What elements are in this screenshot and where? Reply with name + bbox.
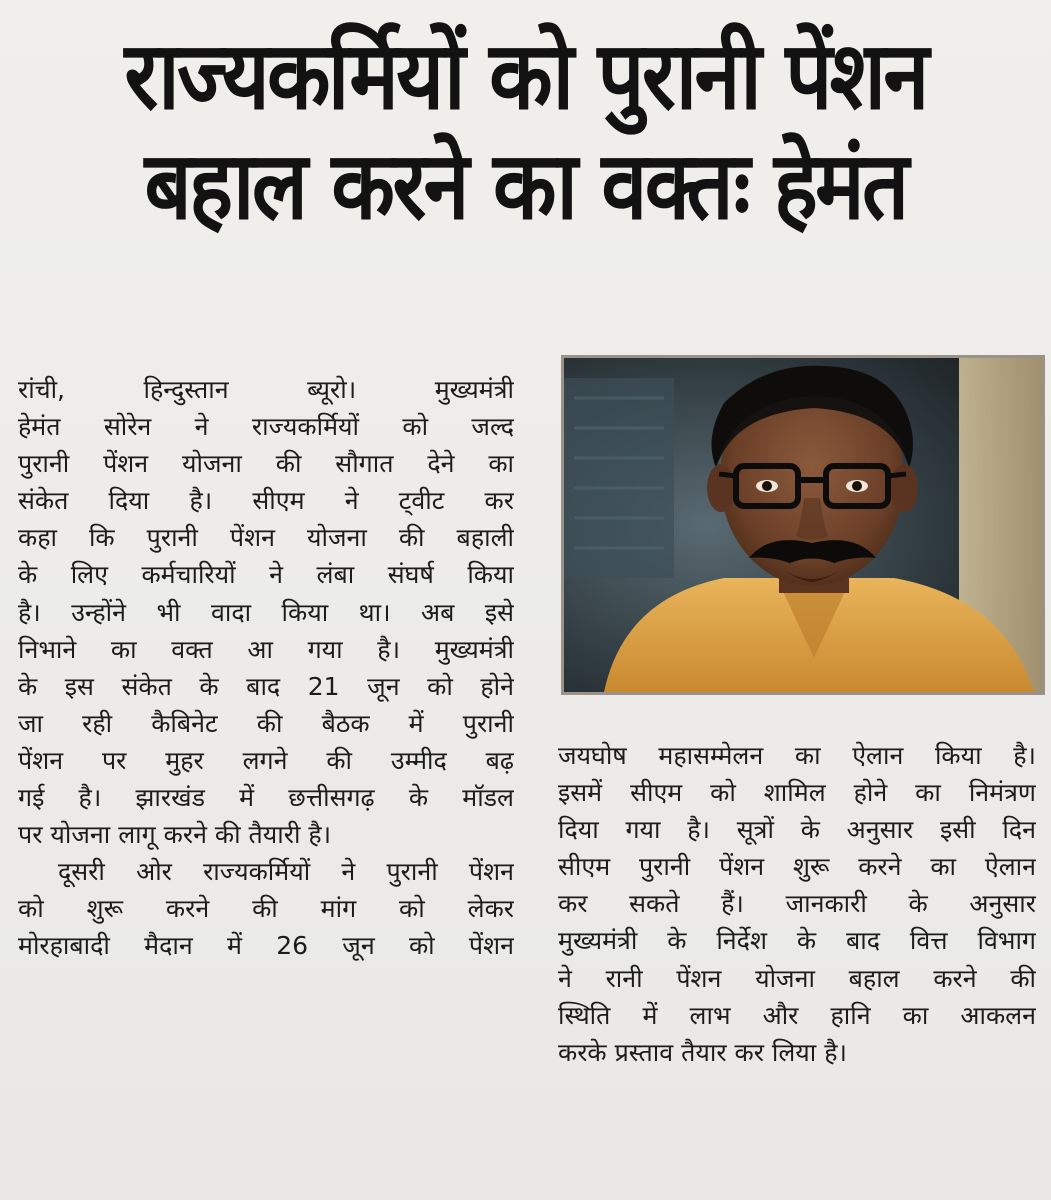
text-line: ने रानी पेंशन योजना बहाल करने की	[558, 963, 1036, 993]
text-line: पुरानी पेंशन योजना की सौगात देने का	[18, 449, 514, 479]
text-line: जा रही कैबिनेट की बैठक में पुरानी	[18, 708, 514, 738]
text-line: कर सकते हैं। जानकारी के अनुसार	[558, 889, 1036, 919]
portrait-illustration	[564, 358, 1042, 692]
text-line: को शुरू करने की मांग को लेकर	[18, 894, 514, 924]
text-line: जयघोष महासम्मेलन का ऐलान किया है।	[558, 741, 1036, 770]
text-line: पेंशन पर मुहर लगने की उम्मीद बढ़	[18, 745, 514, 775]
text-line: के इस संकेत के बाद 21 जून को होने	[18, 671, 514, 701]
headline-line-2: बहाल करने का वक्तः हेमंत	[144, 132, 907, 241]
text-line: निभाने का वक्त आ गया है। मुख्यमंत्री	[18, 634, 514, 664]
text-line: गई है। झारखंड में छत्तीसगढ़ के मॉडल	[18, 783, 514, 813]
text-line: पर योजना लागू करने की तैयारी है।	[18, 820, 332, 850]
text-line: सीएम पुरानी पेंशन शुरू करने का ऐलान	[558, 852, 1036, 882]
text-line: इसमें सीएम को शामिल होने का निमंत्रण	[558, 778, 1036, 808]
text-line: संकेत दिया है। सीएम ने ट्वीट कर	[18, 486, 514, 516]
text-line: मुख्यमंत्री के निर्देश के बाद वित्त विभाग	[558, 926, 1036, 956]
article-column-left	[18, 371, 514, 965]
text-line: स्थिति में लाभ और हानि का आकलन	[558, 1000, 1036, 1030]
text-line: हेमंत सोरेन ने राज्यकर्मियों को जल्द	[18, 412, 514, 442]
text-line: है। उन्होंने भी वादा किया था। अब इसे	[18, 597, 514, 627]
headline-line-1: राज्यकर्मियों को पुरानी पेंशन	[124, 22, 927, 131]
portrait-photo	[561, 355, 1045, 695]
text-line: दूसरी ओर राज्यकर्मियों ने पुरानी पेंशन	[58, 857, 514, 887]
text-line: करके प्रस्ताव तैयार कर लिया है।	[558, 1037, 847, 1067]
text-line: रांची, हिन्दुस्तान ब्यूरो। मुख्यमंत्री	[18, 375, 514, 404]
text-line: कहा कि पुरानी पेंशन योजना की बहाली	[18, 523, 514, 553]
text-line: दिया गया है। सूत्रों के अनुसार इसी दिन	[558, 815, 1036, 845]
headline	[0, 22, 1051, 242]
text-line: मोरहाबादी मैदान में 26 जून को पेंशन	[18, 931, 514, 961]
text-line: के लिए कर्मचारियों ने लंबा संघर्ष किया	[18, 560, 514, 590]
article-column-right	[558, 737, 1036, 1071]
